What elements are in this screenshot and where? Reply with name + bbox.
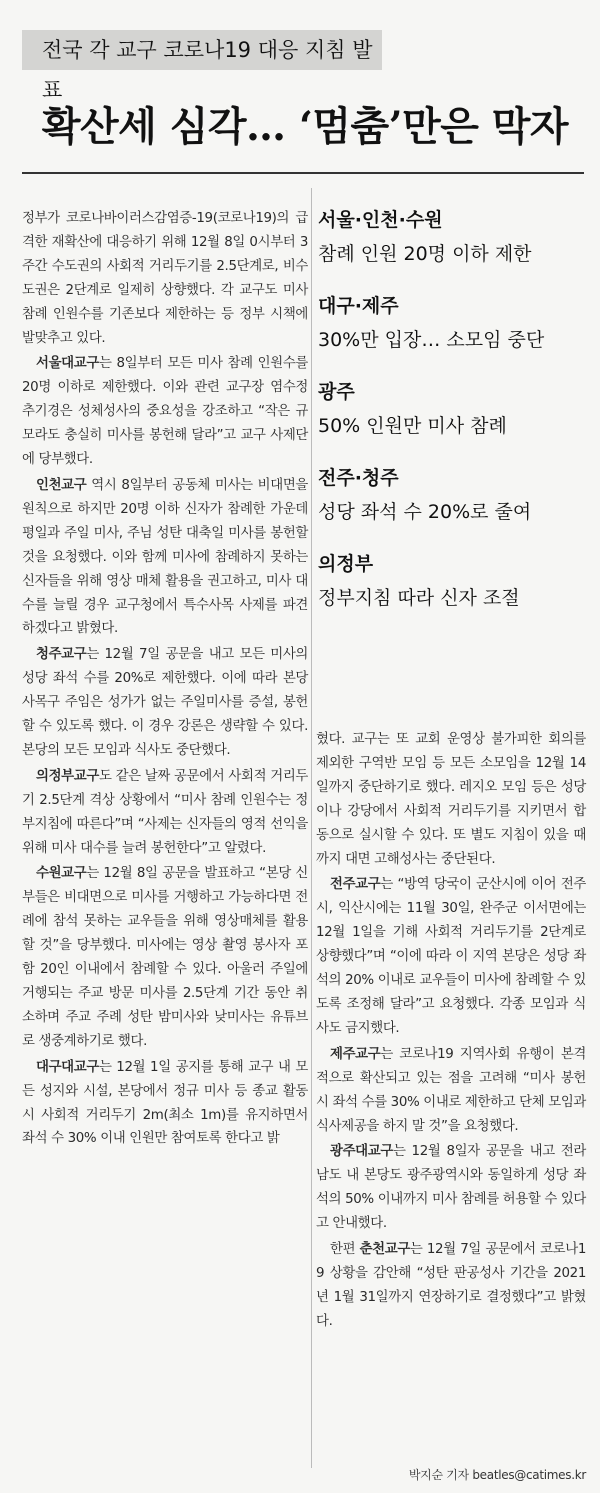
paragraph: 인천교구 역시 8일부터 공동체 미사는 비대면을 원칙으로 하지만 20명 이하 신자가 참례한 가운데 평일과 주일 미사, 주님 성탄 대축일 미사를 봉헌할 것을 요청했다. 이와 함께 미사에 참례하지 못하는 신자들을 위해 영상 매체 활용을 권고하고, 미사 대수를 늘릴 경우 교구청에서 특수사목 사제를 파견하겠다고 밝혔다. [22, 477, 308, 637]
summary-box [318, 205, 588, 635]
summary-item [318, 549, 588, 635]
summary-item [318, 205, 588, 291]
summary-item [318, 463, 588, 549]
summary-text: 성당 좌석 수 20%로 줄여 [318, 501, 532, 523]
summary-text: 참례 인원 20명 이하 제한 [318, 243, 532, 265]
headline-rule [22, 172, 584, 174]
summary-text: 50% 인원만 미사 참례 [318, 415, 507, 437]
summary-item [318, 291, 588, 377]
summary-item [318, 377, 588, 463]
summary-text: 정부지침 따라 신자 조절 [318, 587, 520, 609]
byline [409, 1466, 586, 1483]
paragraph: 서울대교구는 8일부터 모든 미사 참례 인원수를 20명 이하로 제한했다. 이와 관련 교구장 염수정 추기경은 성체성사의 중요성을 강조하고 “작은 규모라도 충실히 미사를 봉헌해 달라”고 교구 사제단에 당부했다. [22, 356, 308, 468]
headline: 확산세 심각… ‘멈춤’만은 막자 [41, 103, 569, 150]
paragraph: 대구대교구는 12월 1일 공지를 통해 교구 내 모든 성지와 시설, 본당에서 정규 미사 등 종교 활동 시 사회적 거리두기 2m(최소 1m)를 유지하면서 좌석 수 30% 이내 인원만 참여토록 한다고 밝 [22, 1059, 308, 1147]
reporter-email[interactable]: beatles@catimes.kr [472, 1468, 586, 1482]
summary-region: 대구·제주 [318, 295, 399, 317]
column-divider [311, 188, 312, 1468]
paragraph: 청주교구는 12월 7일 공문을 내고 모든 미사의 성당 좌석 수를 20%로 제한했다. 이에 따라 본당 사목구 주임은 성가가 없는 주일미사를 증설, 봉헌할 수 있도록 했다. 이 경우 강론은 생략할 수 있다. 본당의 모든 모임과 식사도 중단했다. [22, 647, 308, 758]
summary-text: 30%만 입장… 소모임 중단 [318, 329, 545, 351]
paragraph: 의정부교구도 같은 날짜 공문에서 사회적 거리두기 2.5단계 격상 상황에서 “미사 참례 인원수는 정부지침에 따른다”며 “사제는 신자들의 영적 선익을 위해 미사 대수를 늘려 봉헌한다”고 알렸다. [22, 768, 308, 856]
paragraph: 정부가 코로나바이러스감염증-19(코로나19)의 급격한 재확산에 대응하기 위해 12월 8일 0시부터 3주간 수도권의 사회적 거리두기를 2.5단계로, 비수도권은 2단계로 일제히 상향했다. 각 교구도 미사 참례 인원수를 기존보다 제한하는 등 정부 시책에 발맞추고 있다. [22, 211, 308, 346]
article-column-right [316, 728, 586, 1336]
article-column-left [22, 207, 308, 1153]
paragraph: 제주교구는 코로나19 지역사회 유행이 본격적으로 확산되고 있는 점을 고려해 “미사 봉헌 시 좌석 수를 30% 이내로 제한하고 단체 모임과 식사제공을 하지 말 것”을 요청했다. [316, 1046, 587, 1134]
paragraph: 전주교구는 “방역 당국이 군산시에 이어 전주시, 익산시에는 11월 30일, 완주군 이서면에는 12월 1일을 기해 사회적 거리두기를 2단계로 상향했다”며 “이에 따라 이 지역 본당은 성당 좌석의 20% 이내로 교우들이 미사에 참례할 수 있도록 조정해 달라”고 요청했다. 각종 모임과 식사도 금지했다. [316, 877, 587, 1036]
reporter-name: 박지순 기자 [408, 1468, 469, 1482]
paragraph: 한편 춘천교구는 12월 7일 공문에서 코로나19 상황을 감안해 “성탄 판공성사 기간을 2021년 1월 31일까지 연장하기로 결정했다”고 밝혔다. [316, 1242, 586, 1329]
summary-region: 전주·청주 [318, 467, 399, 489]
summary-region: 서울·인천·수원 [318, 209, 443, 231]
paragraph: 광주대교구는 12월 8일자 공문을 내고 전라남도 내 본당도 광주광역시와 동일하게 성당 좌석의 50% 이내까지 미사 참례를 허용할 수 있다고 안내했다. [316, 1144, 587, 1232]
paragraph: 혔다. 교구는 또 교회 운영상 불가피한 회의를 제외한 구역반 모임 등 모든 소모임을 12월 14일까지 중단하기로 했다. 레지오 모임 등은 성당이나 강당에서 사회적 거리두기를 지키면서 합동으로 실시할 수 있다. 또 별도 지침이 있을 때까지 대면 고해성사는 중단된다. [316, 732, 586, 867]
summary-region: 의정부 [318, 553, 374, 575]
section-banner: 전국 각 교구 코로나19 대응 지침 발표 [22, 30, 382, 70]
paragraph: 수원교구는 12월 8일 공문을 발표하고 “본당 신부들은 비대면으로 미사를 거행하고 가능하다면 전례에 참석 못하는 교우들을 위해 영상매체를 활용할 것”을 당부했다. 미사에는 영상 촬영 봉사자 포함 20인 이내에서 참례할 수 있다. 아울러 주일에 거행되는 주교 방문 미사를 2.5단계 기간 동안 취소하며 주교 주례 성탄 밤미사와 낮미사는 유튜브로 생중계하기로 했다. [22, 866, 308, 1049]
summary-region: 광주 [318, 381, 355, 403]
